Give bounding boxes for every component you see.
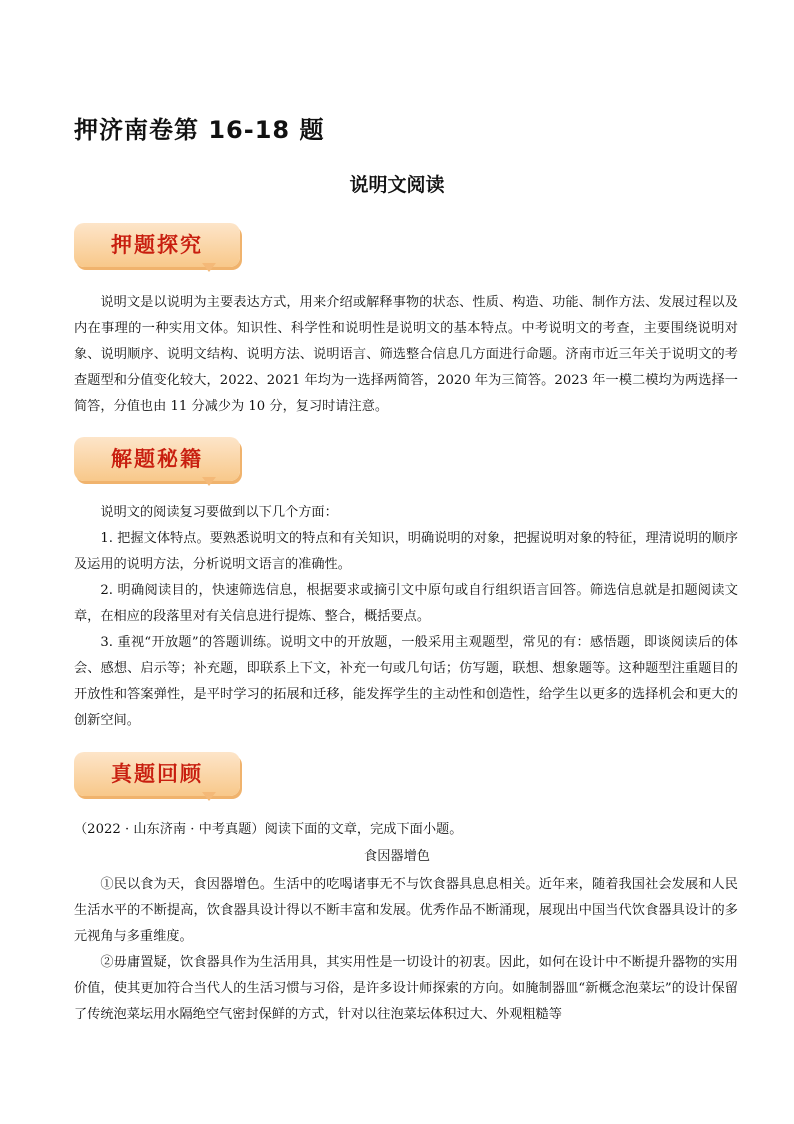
section-banner-label: 解题秘籍 <box>111 447 203 471</box>
review-source: （2022 · 山东济南 · 中考真题）阅读下面的文章，完成下面小题。 <box>74 822 463 837</box>
secrets-item-2: 2. 明确阅读目的，快速筛选信息，根据要求或摘引文中原句或自行组织语言回答。筛选信息就是扣题阅读文章，在相应的段落里对有关信息进行提炼、整合，概括要点。 <box>74 583 738 624</box>
section-banner-review <box>74 752 242 798</box>
section-banner-label: 押题探究 <box>111 233 203 257</box>
article-paragraph-2: ②毋庸置疑，饮食器具作为生活用具，其实用性是一切设计的初衷。因此，如何在设计中不断提升器物的实用价值，使其更加符合当代人的生活习惯与习俗，是许多设计师探索的方向。如腌制器皿“新概念泡菜坛”的设计保留了传统泡菜坛用水隔绝空气密封保鲜的方式，针对以往泡菜坛体积过大、外观粗糙等 <box>74 955 738 1022</box>
secrets-item-1: 1. 把握文体特点。要熟悉说明文的特点和有关知识，明确说明的对象，把握说明对象的特征，理清说明的顺序及运用的说明方法，分析说明文语言的准确性。 <box>74 531 738 572</box>
section-banner-probe <box>74 223 242 269</box>
secrets-item-3: 3. 重视“开放题”的答题训练。说明文中的开放题，一般采用主观题型，常见的有：感悟题，即谈阅读后的体会、感想、启示等；补充题，即联系上下文，补充一句或几句话；仿写题，联想、想象题等。这种题型注重题目的开放性和答案弹性，是平时学习的拓展和迁移，能发挥学生的主动性和创造性，给学生以更多的选择机会和更大的创新空间。 <box>74 635 738 728</box>
secrets-intro: 说明文的阅读复习要做到以下几个方面： <box>100 505 338 520</box>
article-paragraph-1: ①民以食为天，食因器增色。生活中的吃喝诸事无不与饮食器具息息相关。近年来，随着我国社会发展和人民生活水平的不断提高，饮食器具设计得以不断丰富和发展。优秀作品不断涌现，展现出中国当代饮食器具设计的多元视角与多重维度。 <box>74 877 738 944</box>
page-header: 押济南卷第 16-18 题 <box>74 116 325 144</box>
section-banner-secrets <box>74 437 242 483</box>
page-title: 说明文阅读 <box>349 174 445 196</box>
section-banner-label: 真题回顾 <box>111 762 203 786</box>
article-title: 食因器增色 <box>364 849 430 864</box>
probe-paragraph: 说明文是以说明为主要表达方式，用来介绍或解释事物的状态、性质、构造、功能、制作方法、发展过程以及内在事理的一种实用文体。知识性、科学性和说明性是说明文的基本特点。中考说明文的考查，主要围绕说明对象、说明顺序、说明文结构、说明方法、说明语言、筛选整合信息几方面进行命题。济南市近三年关于说明文的考查题型和分值变化较大，2022、2021 年均为一选择两简答，2020 年为三简答。2023 年一模二模均为两选择一简答，分值也由 11 分减少为 10 分，复习时请注意。 <box>74 295 738 414</box>
